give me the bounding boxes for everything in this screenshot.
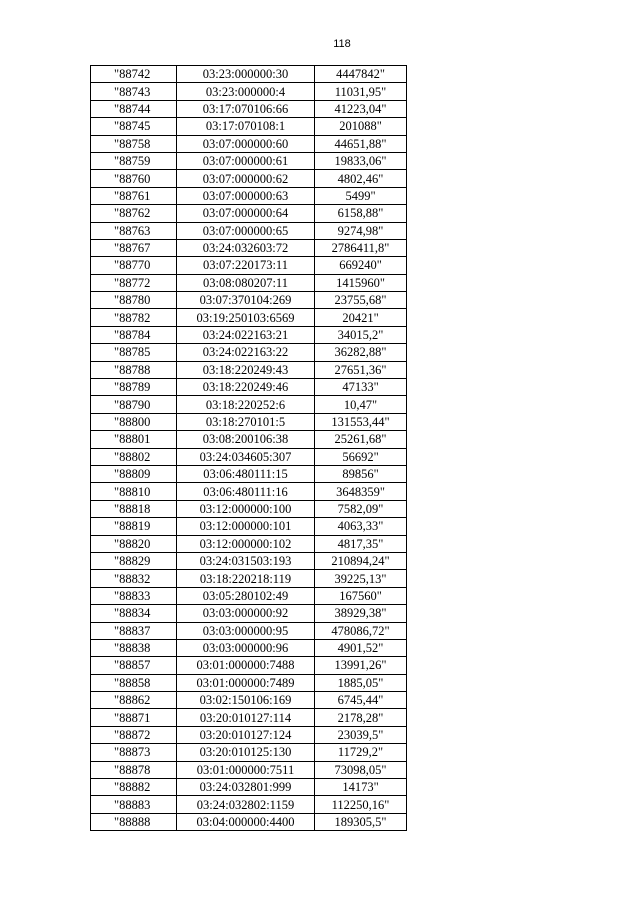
row-code-cell: "88837 [91, 622, 177, 639]
cadastral-number-cell: 03:24:032603:72 [177, 239, 315, 256]
cadastral-number-cell: 03:20:010125:130 [177, 744, 315, 761]
cadastral-number-cell: 03:24:034605:307 [177, 448, 315, 465]
amount-cell: 4063,33" [315, 518, 407, 535]
row-code-cell: "88745 [91, 118, 177, 135]
row-code-cell: "88763 [91, 222, 177, 239]
amount-cell: 9274,98" [315, 222, 407, 239]
table-row [91, 796, 407, 813]
table-row [91, 379, 407, 396]
amount-cell: 131553,44" [315, 413, 407, 430]
row-code-cell: "88873 [91, 744, 177, 761]
row-code-cell: "88829 [91, 552, 177, 569]
amount-cell: 11729,2" [315, 744, 407, 761]
row-code-cell: "88782 [91, 309, 177, 326]
cadastral-number-cell: 03:24:022163:22 [177, 344, 315, 361]
row-code-cell: "88871 [91, 709, 177, 726]
cadastral-number-cell: 03:01:000000:7488 [177, 657, 315, 674]
table-row [91, 361, 407, 378]
row-code-cell: "88878 [91, 761, 177, 778]
table-row [91, 66, 407, 83]
table-row [91, 518, 407, 535]
amount-cell: 73098,05" [315, 761, 407, 778]
amount-cell: 19833,06" [315, 152, 407, 169]
row-code-cell: "88857 [91, 657, 177, 674]
row-code-cell: "88819 [91, 518, 177, 535]
cadastral-number-cell: 03:23:000000:4 [177, 83, 315, 100]
cadastral-number-cell: 03:01:000000:7489 [177, 674, 315, 691]
cadastral-number-cell: 03:07:000000:62 [177, 170, 315, 187]
cadastral-number-cell: 03:24:032802:1159 [177, 796, 315, 813]
row-code-cell: "88832 [91, 570, 177, 587]
table-row [91, 83, 407, 100]
row-code-cell: "88761 [91, 187, 177, 204]
table-row [91, 152, 407, 169]
amount-cell: 201088" [315, 118, 407, 135]
amount-cell: 13991,26" [315, 657, 407, 674]
table-row [91, 465, 407, 482]
amount-cell: 44651,88" [315, 135, 407, 152]
row-code-cell: "88801 [91, 431, 177, 448]
row-code-cell: "88882 [91, 779, 177, 796]
table-row [91, 500, 407, 517]
cadastral-number-cell: 03:08:200106:38 [177, 431, 315, 448]
table-row [91, 448, 407, 465]
table-row [91, 344, 407, 361]
row-code-cell: "88762 [91, 205, 177, 222]
cadastral-number-cell: 03:08:080207:11 [177, 274, 315, 291]
table-row [91, 605, 407, 622]
amount-cell: 4802,46" [315, 170, 407, 187]
amount-cell: 189305,5" [315, 813, 407, 830]
amount-cell: 4817,35" [315, 535, 407, 552]
row-code-cell: "88809 [91, 465, 177, 482]
cadastral-number-cell: 03:07:220173:11 [177, 257, 315, 274]
cadastral-number-cell: 03:24:022163:21 [177, 326, 315, 343]
table-row [91, 657, 407, 674]
cadastral-number-cell: 03:17:070108:1 [177, 118, 315, 135]
amount-cell: 41223,04" [315, 100, 407, 117]
cadastral-number-cell: 03:17:070106:66 [177, 100, 315, 117]
cadastral-number-cell: 03:20:010127:124 [177, 726, 315, 743]
cadastral-number-cell: 03:03:000000:96 [177, 639, 315, 656]
amount-cell: 167560" [315, 587, 407, 604]
table-row [91, 761, 407, 778]
row-code-cell: "88838 [91, 639, 177, 656]
row-code-cell: "88789 [91, 379, 177, 396]
table-row [91, 726, 407, 743]
cadastral-number-cell: 03:05:280102:49 [177, 587, 315, 604]
cadastral-number-cell: 03:04:000000:4400 [177, 813, 315, 830]
amount-cell: 23039,5" [315, 726, 407, 743]
table-row [91, 396, 407, 413]
amount-cell: 56692" [315, 448, 407, 465]
amount-cell: 27651,36" [315, 361, 407, 378]
amount-cell: 6158,88" [315, 205, 407, 222]
table-row [91, 483, 407, 500]
cadastral-number-cell: 03:24:032801:999 [177, 779, 315, 796]
data-table [90, 65, 407, 831]
amount-cell: 478086,72" [315, 622, 407, 639]
amount-cell: 210894,24" [315, 552, 407, 569]
amount-cell: 11031,95" [315, 83, 407, 100]
cadastral-number-cell: 03:07:000000:60 [177, 135, 315, 152]
row-code-cell: "88802 [91, 448, 177, 465]
table-row [91, 118, 407, 135]
row-code-cell: "88888 [91, 813, 177, 830]
cadastral-number-cell: 03:03:000000:95 [177, 622, 315, 639]
cadastral-number-cell: 03:23:000000:30 [177, 66, 315, 83]
table-row [91, 239, 407, 256]
table-row [91, 813, 407, 830]
cadastral-number-cell: 03:18:220252:6 [177, 396, 315, 413]
table-row [91, 309, 407, 326]
cadastral-number-cell: 03:02:150106:169 [177, 692, 315, 709]
cadastral-number-cell: 03:07:000000:61 [177, 152, 315, 169]
cadastral-number-cell: 03:18:220249:43 [177, 361, 315, 378]
row-code-cell: "88788 [91, 361, 177, 378]
cadastral-number-cell: 03:07:000000:64 [177, 205, 315, 222]
table-row [91, 205, 407, 222]
table-body [91, 66, 407, 831]
table-row [91, 709, 407, 726]
cadastral-number-cell: 03:18:220249:46 [177, 379, 315, 396]
amount-cell: 4901,52" [315, 639, 407, 656]
row-code-cell: "88780 [91, 292, 177, 309]
row-code-cell: "88784 [91, 326, 177, 343]
row-code-cell: "88742 [91, 66, 177, 83]
cadastral-number-cell: 03:12:000000:102 [177, 535, 315, 552]
amount-cell: 10,47" [315, 396, 407, 413]
amount-cell: 25261,68" [315, 431, 407, 448]
row-code-cell: "88790 [91, 396, 177, 413]
row-code-cell: "88743 [91, 83, 177, 100]
cadastral-number-cell: 03:01:000000:7511 [177, 761, 315, 778]
cadastral-number-cell: 03:19:250103:6569 [177, 309, 315, 326]
amount-cell: 4447842" [315, 66, 407, 83]
page-number: 118 [333, 38, 351, 50]
row-code-cell: "88785 [91, 344, 177, 361]
table-row [91, 326, 407, 343]
row-code-cell: "88770 [91, 257, 177, 274]
row-code-cell: "88810 [91, 483, 177, 500]
amount-cell: 36282,88" [315, 344, 407, 361]
amount-cell: 2786411,8" [315, 239, 407, 256]
amount-cell: 2178,28" [315, 709, 407, 726]
cadastral-number-cell: 03:24:031503:193 [177, 552, 315, 569]
table-row [91, 570, 407, 587]
row-code-cell: "88760 [91, 170, 177, 187]
cadastral-number-cell: 03:18:220218:119 [177, 570, 315, 587]
row-code-cell: "88772 [91, 274, 177, 291]
amount-cell: 5499" [315, 187, 407, 204]
table-row [91, 674, 407, 691]
amount-cell: 1885,05" [315, 674, 407, 691]
amount-cell: 39225,13" [315, 570, 407, 587]
row-code-cell: "88820 [91, 535, 177, 552]
table-row [91, 222, 407, 239]
amount-cell: 47133" [315, 379, 407, 396]
cadastral-number-cell: 03:06:480111:16 [177, 483, 315, 500]
cadastral-number-cell: 03:07:000000:63 [177, 187, 315, 204]
amount-cell: 7582,09" [315, 500, 407, 517]
table-row [91, 170, 407, 187]
cadastral-number-cell: 03:03:000000:92 [177, 605, 315, 622]
table-row [91, 622, 407, 639]
amount-cell: 23755,68" [315, 292, 407, 309]
row-code-cell: "88883 [91, 796, 177, 813]
row-code-cell: "88872 [91, 726, 177, 743]
amount-cell: 6745,44" [315, 692, 407, 709]
row-code-cell: "88758 [91, 135, 177, 152]
amount-cell: 38929,38" [315, 605, 407, 622]
cadastral-number-cell: 03:07:370104:269 [177, 292, 315, 309]
amount-cell: 669240" [315, 257, 407, 274]
row-code-cell: "88818 [91, 500, 177, 517]
cadastral-number-cell: 03:06:480111:15 [177, 465, 315, 482]
row-code-cell: "88834 [91, 605, 177, 622]
row-code-cell: "88858 [91, 674, 177, 691]
amount-cell: 3648359" [315, 483, 407, 500]
cadastral-number-cell: 03:12:000000:100 [177, 500, 315, 517]
table-row [91, 100, 407, 117]
cadastral-number-cell: 03:20:010127:114 [177, 709, 315, 726]
table-row [91, 535, 407, 552]
amount-cell: 20421" [315, 309, 407, 326]
cadastral-number-cell: 03:18:270101:5 [177, 413, 315, 430]
amount-cell: 89856" [315, 465, 407, 482]
amount-cell: 34015,2" [315, 326, 407, 343]
table-row [91, 135, 407, 152]
row-code-cell: "88767 [91, 239, 177, 256]
row-code-cell: "88800 [91, 413, 177, 430]
amount-cell: 112250,16" [315, 796, 407, 813]
table-row [91, 187, 407, 204]
table-row [91, 274, 407, 291]
amount-cell: 14173" [315, 779, 407, 796]
table-row [91, 552, 407, 569]
amount-cell: 1415960" [315, 274, 407, 291]
table-row [91, 431, 407, 448]
table-row [91, 639, 407, 656]
row-code-cell: "88862 [91, 692, 177, 709]
table-row [91, 587, 407, 604]
row-code-cell: "88833 [91, 587, 177, 604]
row-code-cell: "88759 [91, 152, 177, 169]
table-row [91, 292, 407, 309]
cadastral-number-cell: 03:12:000000:101 [177, 518, 315, 535]
table-row [91, 413, 407, 430]
cadastral-number-cell: 03:07:000000:65 [177, 222, 315, 239]
table-row [91, 744, 407, 761]
row-code-cell: "88744 [91, 100, 177, 117]
table-row [91, 257, 407, 274]
table-row [91, 692, 407, 709]
table-row [91, 779, 407, 796]
